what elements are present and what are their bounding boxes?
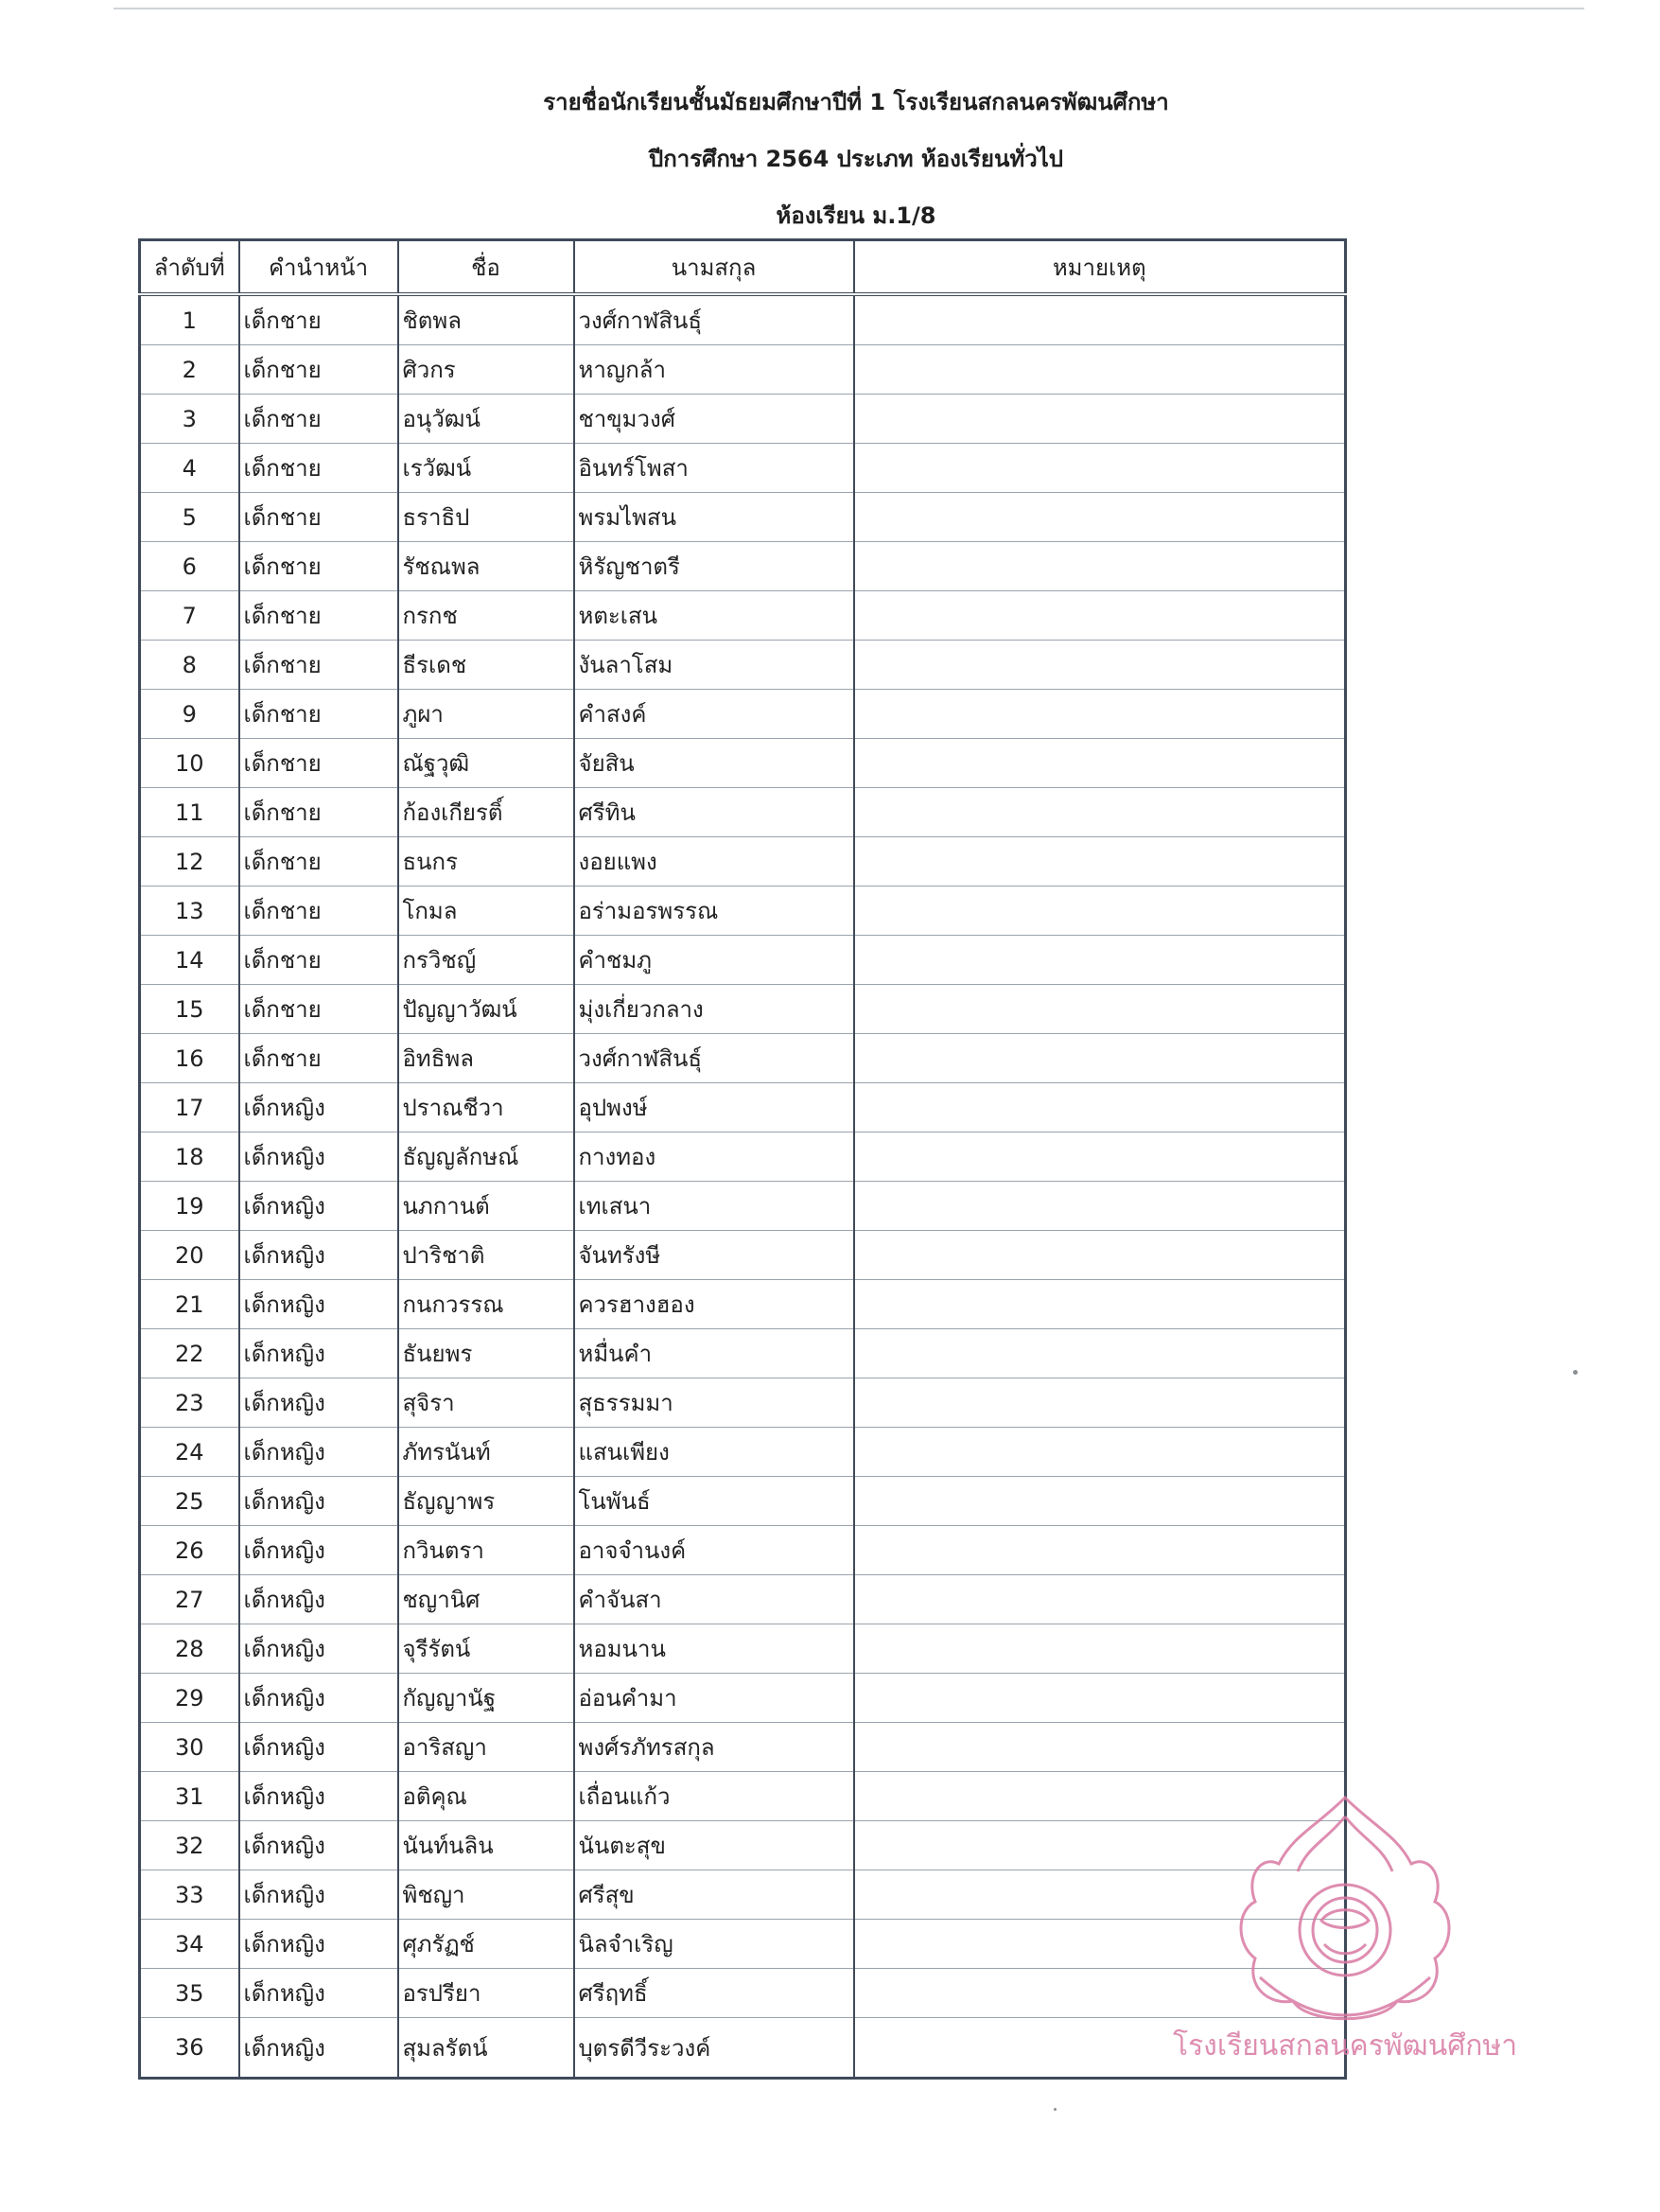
student-prefix: เด็กหญิง: [239, 1280, 398, 1329]
scan-speck: [1054, 2108, 1057, 2111]
student-prefix: เด็กชาย: [239, 493, 398, 542]
student-last-name: จัยสิน: [574, 739, 854, 788]
student-number: 25: [140, 1477, 239, 1526]
school-seal-stamp: [1172, 1788, 1518, 2072]
student-first-name: กวินตรา: [398, 1526, 574, 1575]
student-prefix: เด็กหญิง: [239, 1182, 398, 1231]
student-prefix: เด็กหญิง: [239, 1083, 398, 1132]
student-number: 15: [140, 985, 239, 1034]
student-first-name: พิชญา: [398, 1870, 574, 1920]
table-row: [140, 1280, 1346, 1329]
student-number: 11: [140, 788, 239, 837]
student-prefix: เด็กหญิง: [239, 1428, 398, 1477]
student-first-name: อิทธิพล: [398, 1034, 574, 1083]
student-prefix: เด็กชาย: [239, 345, 398, 395]
table-row: [140, 591, 1346, 641]
student-last-name: ควรฮางฮอง: [574, 1280, 854, 1329]
document-title: รายชื่อนักเรียนชั้นมัธยมศึกษาปีที่ 1 โรงเรียนสกลนครพัฒนศึกษา: [543, 89, 1169, 115]
student-prefix: เด็กชาย: [239, 936, 398, 985]
student-number: 5: [140, 493, 239, 542]
student-prefix: เด็กหญิง: [239, 1477, 398, 1526]
student-last-name: หาญกล้า: [574, 345, 854, 395]
student-prefix: เด็กชาย: [239, 591, 398, 641]
student-first-name: นภกานต์: [398, 1182, 574, 1231]
student-remarks: [854, 1428, 1346, 1477]
seal-lettering: โรงเรียนสกลนครพัฒนศึกษา: [1172, 2029, 1518, 2063]
student-number: 16: [140, 1034, 239, 1083]
student-last-name: กางทอง: [574, 1132, 854, 1182]
student-first-name: ชญานิศ: [398, 1575, 574, 1624]
scan-top-rule: [114, 8, 1584, 9]
student-last-name: เถื่อนแก้ว: [574, 1772, 854, 1821]
table-row: [140, 1378, 1346, 1428]
student-remarks: [854, 837, 1346, 887]
student-prefix: เด็กหญิง: [239, 1132, 398, 1182]
student-last-name: แสนเพียง: [574, 1428, 854, 1477]
student-last-name: คำชมภู: [574, 936, 854, 985]
student-first-name: ธราธิป: [398, 493, 574, 542]
table-row: [140, 788, 1346, 837]
student-last-name: ศรีทิน: [574, 788, 854, 837]
student-first-name: อรปรียา: [398, 1969, 574, 2018]
table-row: [140, 936, 1346, 985]
student-remarks: [854, 345, 1346, 395]
student-remarks: [854, 1280, 1346, 1329]
student-last-name: ชาขุมวงศ์: [574, 395, 854, 444]
table-row: [140, 542, 1346, 591]
student-last-name: หิรัญชาตรี: [574, 542, 854, 591]
student-last-name: งอยแพง: [574, 837, 854, 887]
table-row: [140, 690, 1346, 739]
student-remarks: [854, 690, 1346, 739]
student-remarks: [854, 542, 1346, 591]
student-first-name: รัชณพล: [398, 542, 574, 591]
table-row: [140, 395, 1346, 444]
student-remarks: [854, 887, 1346, 936]
student-last-name: โนพันธ์: [574, 1477, 854, 1526]
student-prefix: เด็กชาย: [239, 837, 398, 887]
student-last-name: วงศ์กาฬสินธุ์: [574, 294, 854, 345]
student-prefix: เด็กชาย: [239, 739, 398, 788]
student-prefix: เด็กชาย: [239, 887, 398, 936]
student-remarks: [854, 1624, 1346, 1674]
student-first-name: ศิวกร: [398, 345, 574, 395]
student-last-name: นิลจำเริญ: [574, 1920, 854, 1969]
student-prefix: เด็กหญิง: [239, 1329, 398, 1378]
table-row: [140, 2018, 1346, 2079]
table-row: [140, 1428, 1346, 1477]
student-first-name: อติคุณ: [398, 1772, 574, 1821]
student-number: 12: [140, 837, 239, 887]
student-last-name: ศรีฤทธิ์: [574, 1969, 854, 2018]
student-prefix: เด็กหญิง: [239, 1821, 398, 1870]
roster-body: [140, 294, 1346, 2079]
table-header-row: [140, 240, 1346, 295]
student-first-name: ธัญญาพร: [398, 1477, 574, 1526]
student-first-name: ธีรเดช: [398, 641, 574, 690]
student-remarks: [854, 395, 1346, 444]
student-remarks: [854, 1083, 1346, 1132]
student-prefix: เด็กชาย: [239, 395, 398, 444]
table-row: [140, 1034, 1346, 1083]
student-number: 33: [140, 1870, 239, 1920]
student-first-name: จุรีรัตน์: [398, 1624, 574, 1674]
student-prefix: เด็กชาย: [239, 1034, 398, 1083]
table-row: [140, 1132, 1346, 1182]
student-last-name: ศรีสุข: [574, 1870, 854, 1920]
classroom-label: ห้องเรียน ม.1/8: [776, 202, 936, 229]
student-number: 18: [140, 1132, 239, 1182]
table-row: [140, 1575, 1346, 1624]
student-remarks: [854, 1034, 1346, 1083]
student-number: 31: [140, 1772, 239, 1821]
student-remarks: [854, 1378, 1346, 1428]
student-last-name: จันทรังษี: [574, 1231, 854, 1280]
student-prefix: เด็กหญิง: [239, 1723, 398, 1772]
student-first-name: ชิตพล: [398, 294, 574, 345]
student-first-name: อาริสญา: [398, 1723, 574, 1772]
student-remarks: [854, 1477, 1346, 1526]
table-row: [140, 1526, 1346, 1575]
student-first-name: ธัญญลักษณ์: [398, 1132, 574, 1182]
table-row: [140, 739, 1346, 788]
student-remarks: [854, 1231, 1346, 1280]
student-last-name: นันตะสุข: [574, 1821, 854, 1870]
student-last-name: วงศ์กาฬสินธุ์: [574, 1034, 854, 1083]
table-row: [140, 1083, 1346, 1132]
table-row: [140, 1723, 1346, 1772]
student-first-name: กรวิชญ์: [398, 936, 574, 985]
student-number: 8: [140, 641, 239, 690]
student-last-name: มุ่งเกี่ยวกลาง: [574, 985, 854, 1034]
student-number: 7: [140, 591, 239, 641]
student-last-name: หอมนาน: [574, 1624, 854, 1674]
table-row: [140, 1821, 1346, 1870]
student-prefix: เด็กหญิง: [239, 1920, 398, 1969]
table-row: [140, 1624, 1346, 1674]
table-row: [140, 1477, 1346, 1526]
student-remarks: [854, 788, 1346, 837]
student-remarks: [854, 493, 1346, 542]
student-remarks: [854, 294, 1346, 345]
student-prefix: เด็กหญิง: [239, 1378, 398, 1428]
student-first-name: กัญญานัฐ: [398, 1674, 574, 1723]
student-last-name: อ่อนคำมา: [574, 1674, 854, 1723]
document-subtitle: ปีการศึกษา 2564 ประเภท ห้องเรียนทั่วไป: [648, 146, 1064, 172]
table-row: [140, 493, 1346, 542]
student-first-name: นันท์นลิน: [398, 1821, 574, 1870]
student-number: 14: [140, 936, 239, 985]
table-row: [140, 345, 1346, 395]
student-number: 30: [140, 1723, 239, 1772]
student-number: 21: [140, 1280, 239, 1329]
student-prefix: เด็กหญิง: [239, 1624, 398, 1674]
student-prefix: เด็กหญิง: [239, 1231, 398, 1280]
student-first-name: ภูผา: [398, 690, 574, 739]
student-prefix: เด็กหญิง: [239, 1674, 398, 1723]
column-header-number: ลำดับที่: [140, 240, 239, 295]
student-first-name: ณัฐวุฒิ: [398, 739, 574, 788]
student-first-name: ภัทรนันท์: [398, 1428, 574, 1477]
student-remarks: [854, 1132, 1346, 1182]
student-prefix: เด็กชาย: [239, 985, 398, 1034]
student-last-name: สุธรรมมา: [574, 1378, 854, 1428]
student-last-name: อินทร์โพสา: [574, 444, 854, 493]
student-remarks: [854, 985, 1346, 1034]
student-number: 28: [140, 1624, 239, 1674]
student-number: 22: [140, 1329, 239, 1378]
table-row: [140, 444, 1346, 493]
student-number: 3: [140, 395, 239, 444]
student-number: 29: [140, 1674, 239, 1723]
student-prefix: เด็กหญิง: [239, 1969, 398, 2018]
student-number: 10: [140, 739, 239, 788]
student-last-name: เทเสนา: [574, 1182, 854, 1231]
table-row: [140, 837, 1346, 887]
student-last-name: หมื่นคำ: [574, 1329, 854, 1378]
table-row: [140, 1772, 1346, 1821]
student-prefix: เด็กหญิง: [239, 1772, 398, 1821]
student-remarks: [854, 1674, 1346, 1723]
student-first-name: ธันยพร: [398, 1329, 574, 1378]
student-number: 23: [140, 1378, 239, 1428]
column-header-last-name: นามสกุล: [574, 240, 854, 295]
student-first-name: ปัญญาวัฒน์: [398, 985, 574, 1034]
student-last-name: พงศ์รภัทรสกุล: [574, 1723, 854, 1772]
student-remarks: [854, 1526, 1346, 1575]
student-prefix: เด็กหญิง: [239, 1870, 398, 1920]
table-row: [140, 1182, 1346, 1231]
student-number: 27: [140, 1575, 239, 1624]
student-number: 1: [140, 294, 239, 345]
table-row: [140, 1674, 1346, 1723]
student-remarks: [854, 444, 1346, 493]
student-prefix: เด็กชาย: [239, 542, 398, 591]
student-number: 32: [140, 1821, 239, 1870]
student-number: 19: [140, 1182, 239, 1231]
student-number: 13: [140, 887, 239, 936]
student-number: 24: [140, 1428, 239, 1477]
student-first-name: กรกช: [398, 591, 574, 641]
student-first-name: ธนกร: [398, 837, 574, 887]
student-last-name: คำจันสา: [574, 1575, 854, 1624]
student-prefix: เด็กชาย: [239, 690, 398, 739]
column-header-remarks: หมายเหตุ: [854, 240, 1346, 295]
student-prefix: เด็กชาย: [239, 294, 398, 345]
student-first-name: ศุภรัฏช์: [398, 1920, 574, 1969]
student-number: 26: [140, 1526, 239, 1575]
student-last-name: งันลาโสม: [574, 641, 854, 690]
table-row: [140, 1920, 1346, 1969]
student-last-name: หตะเสน: [574, 591, 854, 641]
student-roster-table: [138, 238, 1347, 2080]
student-prefix: เด็กชาย: [239, 444, 398, 493]
student-number: 6: [140, 542, 239, 591]
table-row: [140, 1870, 1346, 1920]
column-header-prefix: คำนำหน้า: [239, 240, 398, 295]
student-last-name: อุปพงษ์: [574, 1083, 854, 1132]
student-number: 9: [140, 690, 239, 739]
student-number: 4: [140, 444, 239, 493]
student-last-name: คำสงค์: [574, 690, 854, 739]
student-remarks: [854, 936, 1346, 985]
student-first-name: เรวัฒน์: [398, 444, 574, 493]
table-row: [140, 1969, 1346, 2018]
student-last-name: บุตรดีวีระวงค์: [574, 2018, 854, 2079]
student-last-name: พรมไพสน: [574, 493, 854, 542]
student-prefix: เด็กหญิง: [239, 2018, 398, 2079]
student-first-name: สุจิรา: [398, 1378, 574, 1428]
student-last-name: อร่ามอรพรรณ: [574, 887, 854, 936]
student-number: 35: [140, 1969, 239, 2018]
table-row: [140, 1231, 1346, 1280]
student-remarks: [854, 641, 1346, 690]
student-prefix: เด็กหญิง: [239, 1526, 398, 1575]
student-first-name: ก้องเกียรติ์: [398, 788, 574, 837]
student-prefix: เด็กชาย: [239, 641, 398, 690]
student-remarks: [854, 1329, 1346, 1378]
student-last-name: อาจจำนงค์: [574, 1526, 854, 1575]
column-header-first-name: ชื่อ: [398, 240, 574, 295]
student-first-name: โกมล: [398, 887, 574, 936]
student-number: 36: [140, 2018, 239, 2079]
student-remarks: [854, 591, 1346, 641]
student-prefix: เด็กชาย: [239, 788, 398, 837]
student-first-name: กนกวรรณ: [398, 1280, 574, 1329]
student-number: 2: [140, 345, 239, 395]
student-remarks: [854, 1182, 1346, 1231]
student-remarks: [854, 1575, 1346, 1624]
student-first-name: อนุวัฒน์: [398, 395, 574, 444]
table-row: [140, 1329, 1346, 1378]
scan-speck: [1573, 1370, 1578, 1375]
student-first-name: ปราณชีวา: [398, 1083, 574, 1132]
student-first-name: ปาริชาติ: [398, 1231, 574, 1280]
student-number: 17: [140, 1083, 239, 1132]
student-remarks: [854, 1723, 1346, 1772]
table-row: [140, 985, 1346, 1034]
table-row: [140, 294, 1346, 345]
table-row: [140, 887, 1346, 936]
student-first-name: สุมลรัตน์: [398, 2018, 574, 2079]
student-number: 20: [140, 1231, 239, 1280]
student-number: 34: [140, 1920, 239, 1969]
student-remarks: [854, 739, 1346, 788]
table-row: [140, 641, 1346, 690]
student-prefix: เด็กหญิง: [239, 1575, 398, 1624]
